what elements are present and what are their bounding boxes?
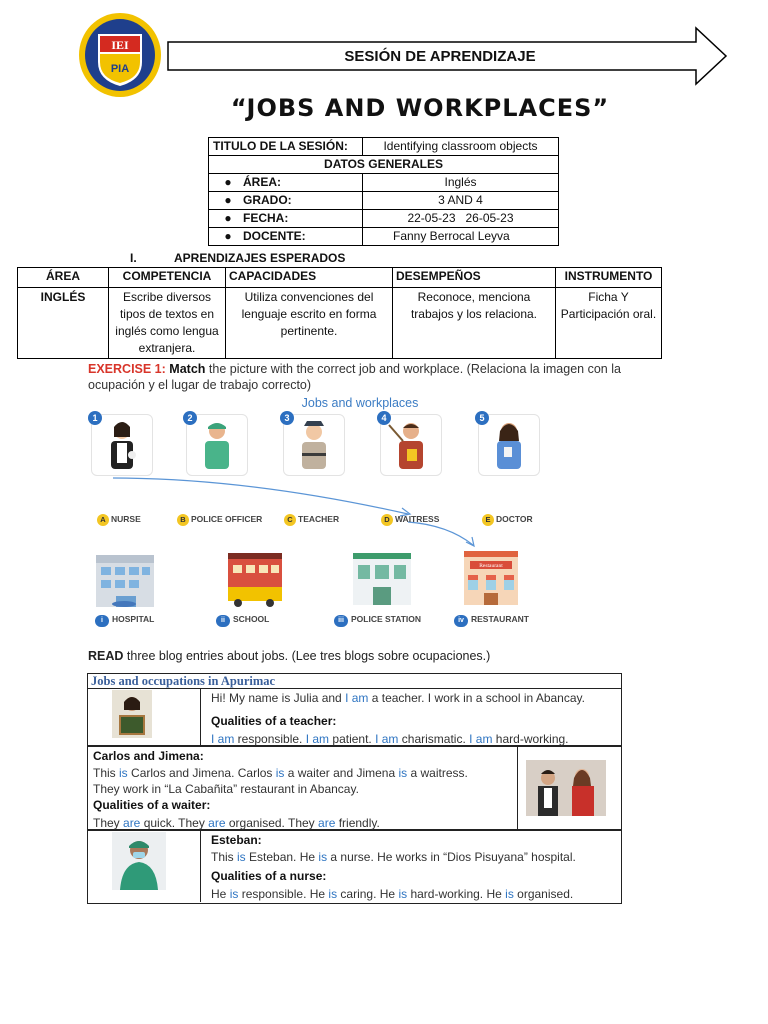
table-header: DESEMPEÑOS [393, 268, 556, 288]
blog-qualities-heading: Qualities of a teacher: [211, 714, 337, 728]
blog-text: They are quick. They are organised. They are friendly. [93, 816, 380, 830]
session-title-value: Identifying classroom objects [363, 138, 559, 156]
info-value: 3 AND 4 [363, 192, 559, 210]
blog-text: Hi! My name is Julia and I am a teacher. I work in a school in Abancay. [211, 691, 585, 705]
job-option: C TEACHER [284, 514, 339, 526]
info-label: ● DOCENTE: [209, 228, 363, 246]
table-cell: Escribe diversos tipos de textos en inglés como lengua extranjera. [109, 288, 226, 359]
restaurant-picture [460, 547, 522, 611]
waiters-photo [526, 760, 606, 816]
info-label: ● FECHA: [209, 210, 363, 228]
place-option: i HOSPITAL [95, 614, 154, 627]
job-option: E DOCTOR [482, 514, 533, 526]
place-option: ii SCHOOL [216, 614, 269, 627]
doctor-picture: 5 [478, 414, 540, 476]
svg-text:Restaurant: Restaurant [479, 563, 503, 569]
table-cell: INGLÉS [18, 288, 109, 359]
blog-text: He is responsible. He is caring. He is hard-working. He is organised. [211, 887, 574, 901]
place-option: iv RESTAURANT [454, 614, 529, 627]
divider [517, 746, 518, 830]
divider [200, 688, 201, 746]
table-header: INSTRUMENTO [556, 268, 662, 288]
nurse-photo [112, 832, 166, 890]
hospital-picture [94, 547, 156, 611]
waitress-picture: 1 [91, 414, 153, 476]
info-value: Inglés [363, 174, 559, 192]
blog-text: This is Esteban. He is a nurse. He works in “Dios Pisuyana” hospital. [211, 850, 576, 864]
divider [200, 830, 201, 902]
exercise-subtitle: Jobs and workplaces [301, 396, 419, 410]
police-officer-picture: 3 [283, 414, 345, 476]
nurse-picture: 2 [186, 414, 248, 476]
table-header: ÁREA [18, 268, 109, 288]
table-cell: Ficha Y Participación oral. [556, 288, 662, 359]
place-option: iii POLICE STATION [334, 614, 421, 627]
table-header: CAPACIDADES [226, 268, 393, 288]
blog-text: They work in “La Cabañita” restaurant in Abancay. [93, 782, 359, 796]
section-heading: I. APRENDIZAJES ESPERADOS [130, 251, 346, 265]
table-header: COMPETENCIA [109, 268, 226, 288]
info-label: ● GRADO: [209, 192, 363, 210]
svg-text:PIA: PIA [110, 63, 130, 75]
general-data-heading: DATOS GENERALES [209, 156, 559, 174]
job-option: B POLICE OFFICER [177, 514, 262, 526]
job-option: A NURSE [97, 514, 141, 526]
blog-qualities-heading: Qualities of a nurse: [211, 869, 327, 883]
teacher-picture: 4 [380, 414, 442, 476]
school-picture [224, 547, 286, 611]
info-value: Fanny Berrocal Leyva [363, 228, 559, 246]
blog-qualities-heading: Qualities of a waiter: [93, 798, 211, 812]
blog-entry-name: Esteban: [211, 833, 262, 847]
table-cell: Reconoce, menciona trabajos y los relaciona. [393, 288, 556, 359]
page-title: “JOBS AND WORKPLACES” [230, 94, 610, 122]
job-option: D WAITRESS [381, 514, 439, 526]
exercise-instructions: EXERCISE 1: Match the picture with the correct job and workplace. (Relaciona la imagen con la ocupación y el lugar de trabajo correcto) [88, 362, 621, 392]
police-station-picture [351, 547, 413, 611]
info-value: 22-05-23 26-05-23 [363, 210, 559, 228]
table-cell: Utiliza convenciones del lenguaje escrito en forma pertinente. [226, 288, 393, 359]
teacher-photo [112, 690, 152, 738]
learning-table [17, 267, 662, 359]
svg-text:IEI: IEI [111, 38, 129, 52]
general-info-table [208, 137, 559, 246]
session-title-label: TITULO DE LA SESIÓN: [209, 138, 363, 156]
session-heading: SESIÓN DE APRENDIZAJE [344, 48, 536, 65]
info-label: ● ÁREA: [209, 174, 363, 192]
blog-entry-name: Carlos and Jimena: [93, 749, 204, 763]
read-instruction: READ three blog entries about jobs. (Lee tres blogs sobre ocupaciones.) [88, 649, 491, 663]
blog-text: I am responsible. I am patient. I am charismatic. I am hard-working. [211, 732, 569, 746]
blog-title: Jobs and occupations in Apurimac [91, 674, 276, 688]
blog-text: This is Carlos and Jimena. Carlos is a waiter and Jimena is a waitress. [93, 766, 468, 780]
school-logo [78, 12, 162, 98]
